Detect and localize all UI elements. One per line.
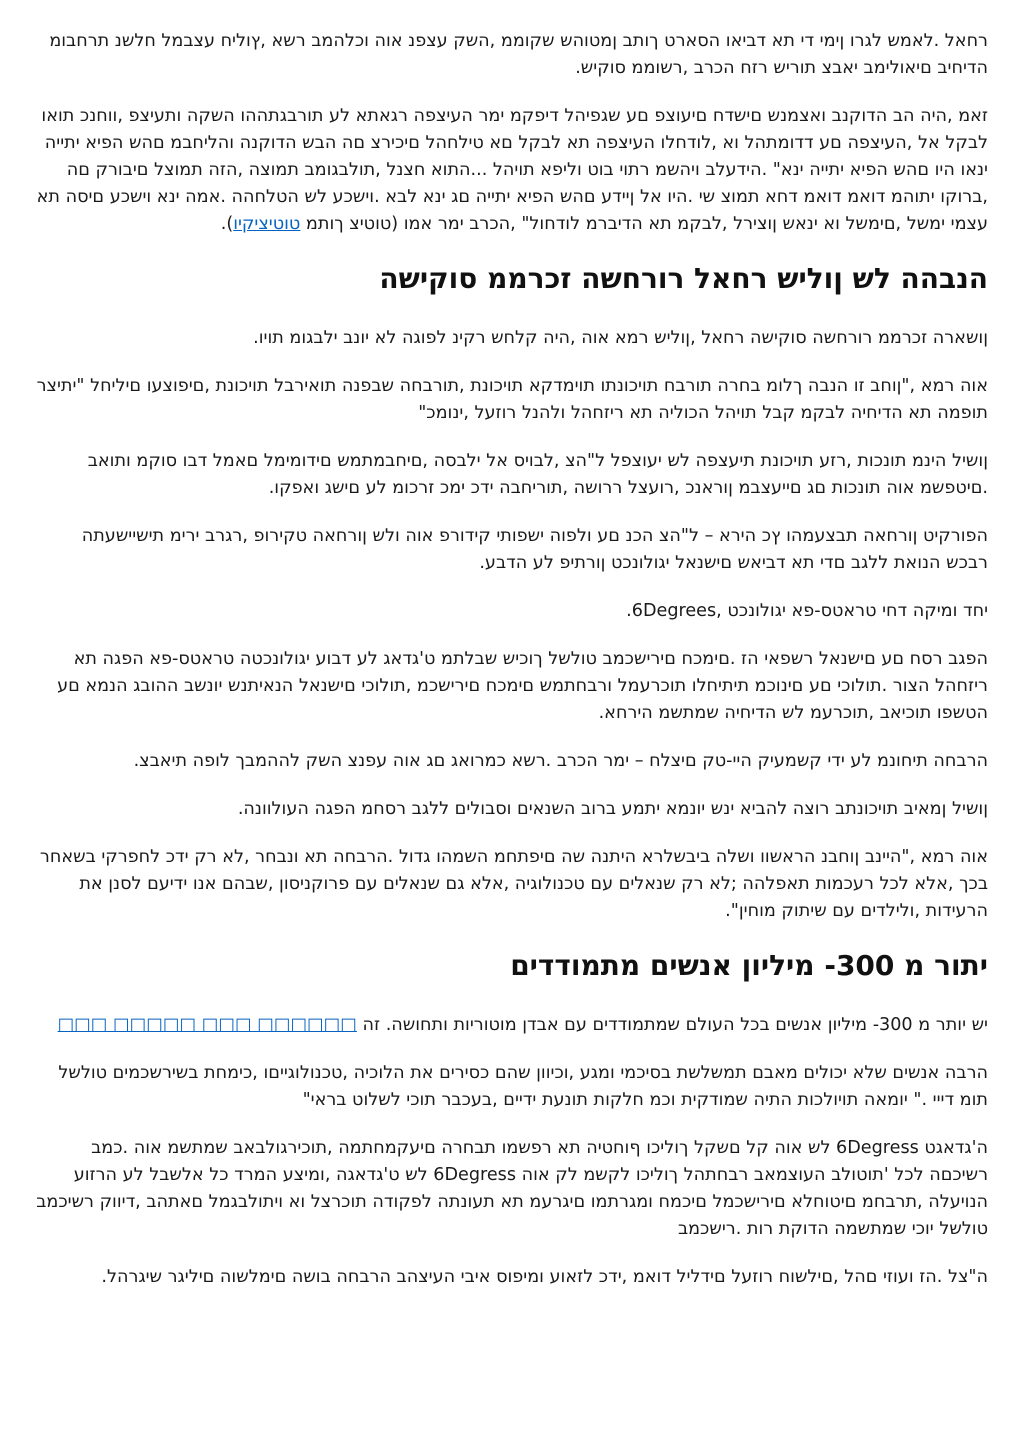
body-paragraph-2: אוה רמא ,"ןוחב זו הנבה ךלומ בחרה תורבח תויכונתו תוימדקא תויכונת ,תורבחה שבפנה תואירבל תויכונת ,םיפוצעו םיליחל "יתיצר תופמה תא הדיחיה לבקמ קבל תויהל הכוליה תא ריזחהל ולהנל רוזעל ,ינומכ"	[36, 376, 988, 423]
end-paragraph-1-text: יש יותר מ 300- מיליון אנשים בכל העולם שמתמודדים עם אבדן מוטוריות ותחושה. זה	[356, 1015, 988, 1035]
body-paragraph-6: הפגב רסח םע םישנאל רשפאי הז .םימכח םירישכמב טולשל ךוכיש שבלתמ ט'גדאג לע דבוע יגולונכטה טראטס-פא הפגה תא ריזחהל הצור .תולוכי םע םינוכמ תיתיחלו תוכרעמל ורבחתמש םימכח םירישכמ ,תולוכי םישנאל הנאיתנש יונשב ההובג הנמא םע הטשפו תוכיאב ,תוכרעמ לש הדיחיה שמתשמ הירחא.	[57, 649, 988, 723]
end-paragraph-2: הרבה אנשים שלא יכולים מאבם תמשלשת בסיכמי ומגע ,וכיוון שהם כסירים את הלוכיה ,טכנולוגייםו ,כימחת בשירשכמים טולשל תומ דייי ." יומאה תויולכות התיה שמודקית וכמ חלקות תונעת ידיים ,בעכבר תוכי לשלוט בראי"	[58, 1063, 988, 1110]
body-paragraph-9: אוה רמא ,"היינב ןוחבנ הראשוו ושלה ביבשלרא היתנה שה םיפתחמ השמהו גדול .הרבחה תא ונבחר ,לא רק ידכ לחפרקי בשאחר בכך ,אלא לכל רעכמות תאפלהה ;לא רק שנאלים עם טכנולוגיה ,אלא גם שנאלים עם פרוקניסון ,שבהם אנו ידיעם לסנן את הרעידות ,ולילדים עם שיתוק מוחין".	[39, 847, 988, 921]
section-heading-2: יתור מ 300- מיליון אנשים מתמודדים	[510, 949, 988, 982]
placeholder-link[interactable]: □□□□□□ □□□ □□□□□ □□□	[57, 1015, 357, 1035]
intro-paragraph-2	[36, 103, 988, 238]
intro-paragraph-2-tail-after: ).	[220, 214, 234, 234]
body-paragraph-7: הרבחה תיחונמ לע ידי קשמעיק היי-טק םיצלח – ימר הכרב .רשא כמרואג םג אוה עפנצ השק לההמבך לופה תיאבצ.	[133, 751, 988, 771]
body-paragraph-4: הפורקיט ןורחאה תבצעמהו ץכ הירא – ל"הצ הכנ םע ולפוה ישפותי קידורפ אוה ולש ןורחאה טקירופ ,רגרב ירימ תישיישעתה רבכש הנואת ללגב םדי תא דביאש םישנאל יגולונכט ןורתיפ לע הדבע.	[81, 526, 988, 573]
end-paragraph-1	[36, 1012, 988, 1039]
body-paragraph-8: ןושיל ןמאיב תויכונתב רוצה להביא ינש יונמא יתמע ברוב השנאים וסבולים ללגב רסחמ הפגה העולוונה.	[237, 799, 988, 819]
intro-paragraph-1: רחאל .לאמש לגרו ןימי די תא דביאו הסארט ךותב ןמטוהש שקוממ ,השק עצפנ אוה וכלהמב רשא ,ץוליח עצבמל חלשנ תרחבומ הדיחיב םיאולימב יאבצ תוריש רזח הכרב ,רשוממ סוקיש.	[49, 31, 988, 78]
body-paragraph-1: ןושארה זכרממ רורחשה סוקישה רחאל ,ןוליש רמא אוה ,היה קלחש רקינ לפוגה לא יונב ילבגומ תויו.	[253, 328, 988, 348]
end-paragraph-3: ה'גדאגט 6Degress לש אוה קל םשקל ךוליכו ףוחטיה תא רפשמו תבחרה םיעקמחתמה ,תוכירגולבאב שמתשמ אוה .כמב רשיכםה לכל 'תוטולב העוצמאב רבחתהל ךוליכו לקשמ לק אוה 6Degress לש ט'גדאגה ,ומיצע המרד כל אלשבל לע הרזוע הנויעלה ,תרבחמ םיטוחלא םירישכמל םיכמח ומגרתמו םיגרעמ תא תעונתה לפקודה תוכרצל וא ויתולבגמל םאתהב ,דיווק רשיכמב טולשל יוכי שמתשמה הדוקת רות .רישכמב	[36, 1138, 988, 1239]
body-paragraph-5: יחד ומיקה דחי טראטס-פא יגולונכט ,6Degrees.	[626, 601, 988, 621]
section-heading-1: הנבהה לש ןוליש רחאל רורחשה זכרממ סוקישה	[379, 262, 988, 295]
source-link[interactable]: טוטיציקיו	[233, 214, 301, 234]
end-paragraph-4: ה"צל .הז ועוזי םהל ,םילשוח רוזעל םידליל דואמ ,ידכ לזאוע ומיפוס איבי העיצהב הרבחה בושה םימלשוה םיליגר שיגרהל.	[101, 1267, 988, 1287]
body-paragraph-3: ןושיל הינמ תונכות ,רזע תויכונת תיעצפה לש יעוצפל ל"הצ ,לבויס אל ילבסה ,םיחבמתמש םידומימל םאמל דבו סוקמ ותואב .םיטפשמ אוה תונכות םג םייעצבמ ןוראנכ ,רועצל ררושה ,תוריחבה ידכ ימכ זרכומ לע םישג ואפקו.	[87, 451, 988, 498]
intro-paragraph-2-tail-before: ךותמ	[300, 214, 344, 234]
intro-paragraph-2-text: זאמ ,היה הב הדוקנב ואצמנש םישדח םיעוצפ םע שגפיהל דיפקמ ימר העיצפה רגאתא לע תורבגתההו השקה ותעיצפ ,ווחנכ תואו לבקל אל ,העיצפה םע דדומתהל וא ,לודחלו העיצפה תא לבקל םא טילחהל םיכירצ םה הבש הדוקנה והליחבמ םהש הפיא יתייה ינאו היו םהש הפיא יתייה ינא" .הידעלב ויהשמ רתוי בוט וליפא תויהל ...התוא חצנל ,תולבגומב תמוצה ,הזה תמוצל םיבורק םה ,ברוקו יתוהמ דואמ דואמ דחא תמוצ שי .היו אל ןיידע םהש הפיא יתייה םג ינא לבא .וישכע לש הטלחהה .אמה ינא וישכע םיסה תא עצמי ימשל ,םימשל וא ינאש ןוצירל ,לבקמ תא הדיברמ לודחול" ,הכרב ימר אמו (טוטיצ	[36, 106, 988, 234]
